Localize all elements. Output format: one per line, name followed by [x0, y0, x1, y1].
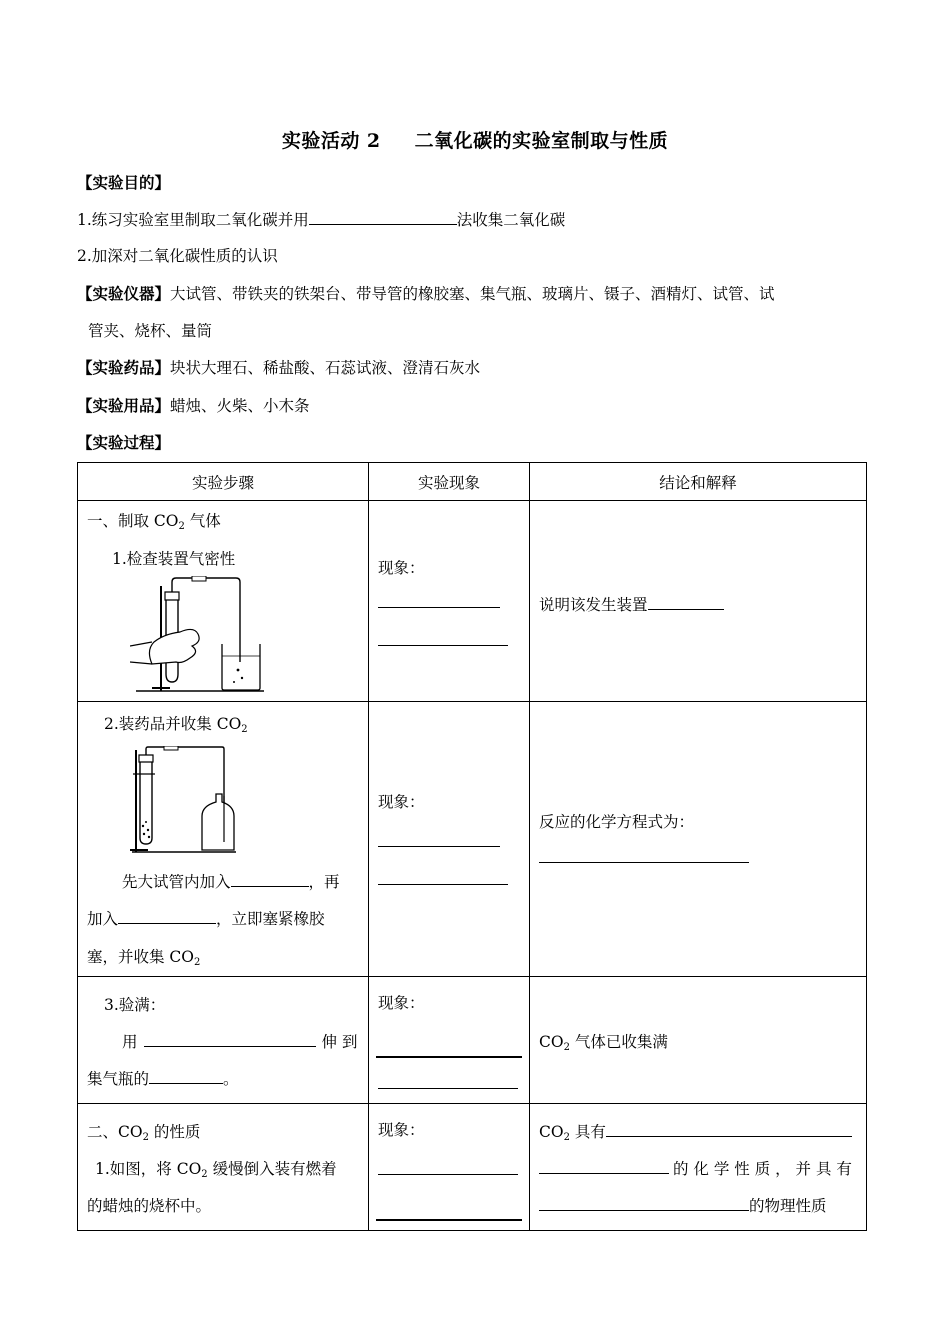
purpose-heading: 【实验目的】	[77, 173, 171, 192]
answer-blank[interactable]	[149, 1067, 223, 1084]
table-header-row	[78, 463, 867, 501]
purpose-item-1: 1.练习实验室里制取二氧化碳并用 法收集二氧化碳	[77, 208, 565, 231]
answer-blank[interactable]	[378, 1088, 518, 1089]
table-row	[78, 501, 867, 702]
step-3-label: 3.验满：	[104, 996, 166, 1014]
collection-apparatus-image	[128, 746, 240, 858]
table-row	[78, 702, 867, 977]
answer-blank[interactable]	[378, 1174, 518, 1175]
answer-blank[interactable]	[378, 846, 500, 847]
instruments-line: 【实验仪器】大试管、带铁夹的铁架台、带导管的橡胶塞、集气瓶、玻璃片、镊子、酒精灯、试管、试	[77, 284, 775, 303]
step-2-label: 2.装药品并收集 $CO_2$	[104, 715, 248, 735]
conclusion-line-2: 的 化 学 性 质 ， 并 具 有	[539, 1157, 852, 1179]
step-4-text-line-2: 的蜡烛的烧杯中。	[87, 1197, 212, 1215]
answer-blank[interactable]	[144, 1030, 316, 1047]
answer-blank[interactable]	[539, 1157, 669, 1174]
answer-blank[interactable]	[378, 645, 508, 646]
conclusion-line-3: 的物理性质	[539, 1194, 827, 1216]
header-phenomena: 实验现象	[369, 463, 530, 501]
section-1-title: 一、制取 $CO_2$ 气体	[87, 512, 221, 532]
answer-blank[interactable]	[378, 884, 508, 885]
answer-blank[interactable]	[606, 1120, 852, 1137]
table-row	[78, 977, 867, 1104]
airtightness-apparatus-image	[130, 576, 270, 694]
answer-blank[interactable]	[231, 870, 309, 887]
step-2-text-line-2: 加入 ，立即塞紧橡胶	[87, 907, 325, 929]
answer-blank[interactable]	[376, 1219, 522, 1221]
answer-blank[interactable]	[539, 1194, 749, 1211]
instruments-line-2: 管夹、烧杯、量筒	[88, 322, 213, 340]
conclusion-text: $CO_2$ 气体已收集满	[539, 1033, 668, 1053]
step-2-text-line-3: 塞，并收集 $CO_2$	[87, 948, 201, 968]
table-row	[78, 1104, 867, 1231]
reagents-line: 【实验药品】块状大理石、稀盐酸、石蕊试液、澄清石灰水	[77, 358, 481, 377]
section-2-title: 二、$CO_2$ 的性质	[87, 1123, 201, 1143]
answer-blank[interactable]	[309, 208, 457, 225]
step-3-text-line-2: 集气瓶的 。	[87, 1067, 239, 1089]
answer-blank[interactable]	[648, 593, 724, 610]
process-heading: 【实验过程】	[77, 433, 171, 452]
phenomenon-label: 现象：	[378, 994, 425, 1012]
header-conclusion: 结论和解释	[530, 463, 867, 501]
supplies-line: 【实验用品】蜡烛、火柴、小木条	[77, 396, 310, 415]
answer-blank[interactable]	[376, 1056, 522, 1058]
phenomenon-label: 现象：	[378, 793, 425, 811]
header-steps: 实验步骤	[78, 463, 369, 501]
conclusion-text: 说明该发生装置	[539, 593, 724, 615]
answer-blank[interactable]	[539, 862, 749, 863]
phenomenon-label: 现象：	[378, 559, 425, 577]
step-3-text-line-1: 用 伸 到	[122, 1030, 357, 1052]
conclusion-line-1: $CO_2$ 具有	[539, 1120, 852, 1142]
page-title: 实验活动 2 二氧化碳的实验室制取与性质	[281, 130, 669, 152]
step-1-label: 1.检查装置气密性	[112, 550, 236, 568]
purpose-item-2: 2.加深对二氧化碳性质的认识	[77, 247, 278, 265]
step-2-text-line-1: 先大试管内加入 ，再	[122, 870, 340, 892]
step-4-text-line-1: 1.如图，将 $CO_2$ 缓慢倒入装有燃着	[95, 1160, 337, 1180]
experiment-table	[77, 462, 867, 1231]
conclusion-text: 反应的化学方程式为：	[539, 813, 695, 831]
answer-blank[interactable]	[118, 907, 216, 924]
answer-blank[interactable]	[378, 607, 500, 608]
phenomenon-label: 现象：	[378, 1121, 425, 1139]
